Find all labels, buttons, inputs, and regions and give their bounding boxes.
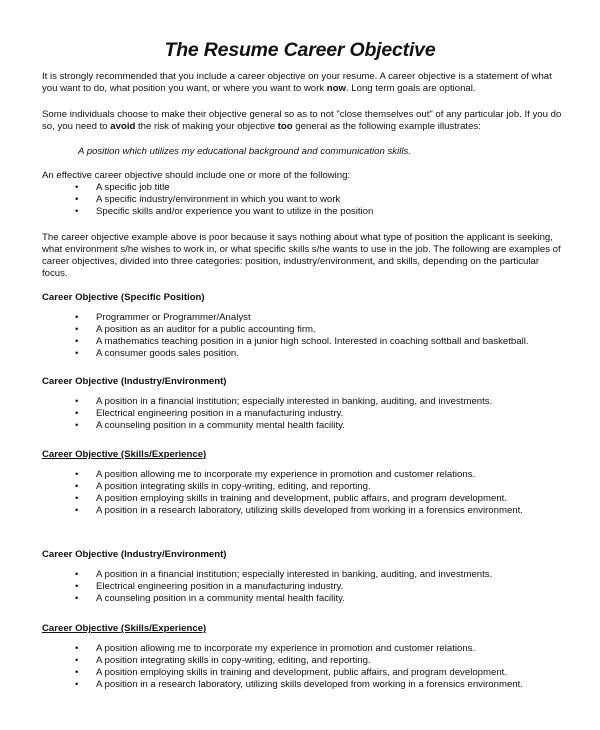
section-industry-environment-repeat xyxy=(42,549,562,605)
list-item: • A position employing skills in training and development, public affairs, and program development. xyxy=(42,493,562,505)
list-item: • A specific job title xyxy=(42,182,562,194)
list-item: • Electrical engineering position in a manufacturing industry. xyxy=(42,408,562,420)
list-item: • A position as an auditor for a public accounting firm. xyxy=(42,324,562,336)
list-item: • A consumer goods sales position. xyxy=(42,348,562,360)
section-skills-experience xyxy=(42,449,562,517)
list-item: • A mathematics teaching position in a junior high school. Interested in coaching softball and basketball. xyxy=(42,336,562,348)
list-item: • A position integrating skills in copy-writing, editing, and reporting. xyxy=(42,655,562,667)
emphasis-now: now xyxy=(326,83,346,95)
section-list xyxy=(42,569,562,605)
list-item: • A position employing skills in training and development, public affairs, and program development. xyxy=(42,667,562,679)
section-heading: Career Objective (Industry/Environment) xyxy=(42,549,227,560)
section-list xyxy=(42,643,562,691)
section-heading: Career Objective (Skills/Experience) xyxy=(42,449,207,460)
effective-list xyxy=(42,182,562,218)
section-list xyxy=(42,396,562,432)
section-heading: Career Objective (Specific Position) xyxy=(42,292,205,303)
intro-paragraph-2 xyxy=(42,109,562,133)
poor-example-paragraph: The career objective example above is poor because it says nothing about what type of position the applicant is seeking, what environment s/he wishes to work in, or what specific skills s/he wants to use in the job. The following are examples of career objectives, divided into three categories: position, industry/environment, and skills, depending on the particular focus. xyxy=(42,232,561,280)
list-item: • A position in a research laboratory, utilizing skills developed from working in a forensics environment. xyxy=(42,505,562,517)
list-item: • A counseling position in a community mental health facility. xyxy=(42,420,562,432)
list-item: • A counseling position in a community mental health facility. xyxy=(42,593,562,605)
intro2-text: Some individuals choose to make their objective general so as to not "close themselves out" of any particular job. If you do so, you need to xyxy=(42,109,562,133)
list-item: • Programmer or Programmer/Analyst xyxy=(42,312,562,324)
section-list xyxy=(42,469,562,517)
page-title: The Resume Career Objective xyxy=(164,39,436,61)
section-heading: Career Objective (Industry/Environment) xyxy=(42,376,227,387)
example-objective: A position which utilizes my educational background and communication skills. xyxy=(78,146,411,157)
list-item: • A position in a financial institution; especially interested in banking, auditing, and investments. xyxy=(42,569,562,581)
section-specific-position xyxy=(42,292,562,360)
list-item: • A position allowing me to incorporate my experience in promotion and customer relations. xyxy=(42,469,562,481)
intro-text: It is strongly recommended that you include a career objective on your resume. A career objective is a statement of what you want to do, what position you want, or where you want to work xyxy=(42,71,552,95)
intro2-text-end: general as the following example illustrates: xyxy=(292,121,481,133)
section-heading: Career Objective (Skills/Experience) xyxy=(42,623,207,634)
list-item: • Electrical engineering position in a manufacturing industry. xyxy=(42,581,562,593)
list-item: • A position in a research laboratory, utilizing skills developed from working in a forensics environment. xyxy=(42,679,562,691)
effective-objective-section xyxy=(42,170,562,218)
emphasis-too: too xyxy=(277,121,293,133)
section-list xyxy=(42,312,562,360)
effective-lead: An effective career objective should include one or more of the following: xyxy=(42,170,351,181)
emphasis-avoid: avoid xyxy=(110,121,136,133)
section-industry-environment xyxy=(42,376,562,432)
list-item: • A position in a financial institution; especially interested in banking, auditing, and investments. xyxy=(42,396,562,408)
intro-paragraph-1 xyxy=(42,71,562,95)
intro-text-end: . Long term goals are optional. xyxy=(345,83,476,95)
list-item: • A position allowing me to incorporate my experience in promotion and customer relations. xyxy=(42,643,562,655)
list-item: • Specific skills and/or experience you want to utilize in the position xyxy=(42,206,562,218)
intro2-text-mid: the risk of making your objective xyxy=(135,121,278,133)
section-skills-experience-repeat xyxy=(42,623,562,691)
list-item: • A position integrating skills in copy-writing, editing, and reporting. xyxy=(42,481,562,493)
list-item: • A specific industry/environment in which you want to work xyxy=(42,194,562,206)
